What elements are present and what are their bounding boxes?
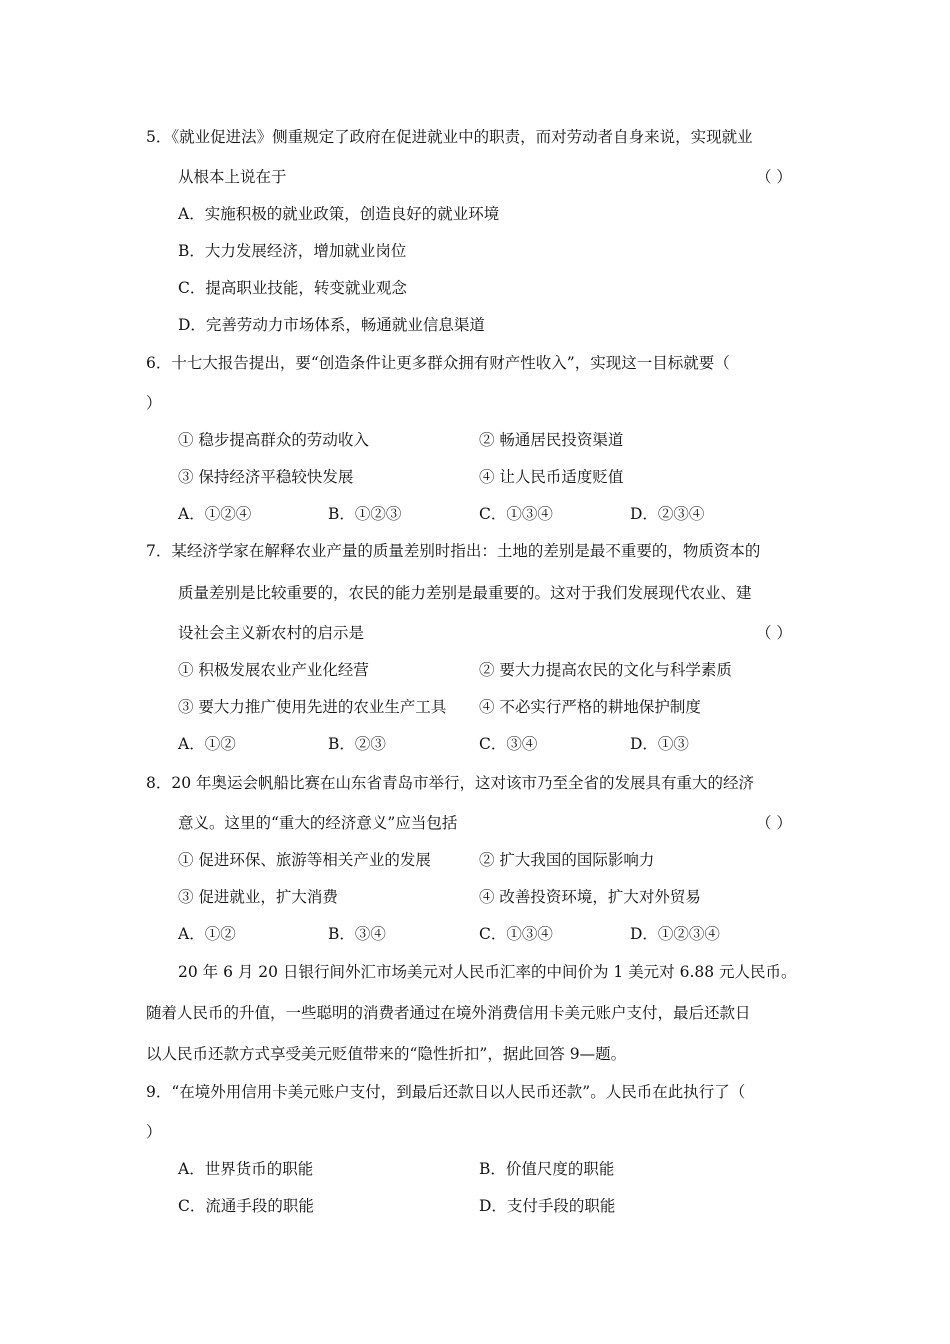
q8-item-2: ② 扩大我国的国际影响力 — [479, 851, 655, 869]
q5-option-b: B．大力发展经济，增加就业岗位 — [178, 242, 407, 260]
q8-stem-line-1: 8．20 年奥运会帆船比赛在山东省青岛市举行，这对该市乃至全省的发展具有重大的经济 — [146, 774, 755, 792]
q7-answer-c: C．③④ — [479, 735, 538, 753]
q6-stem-line-2: ） — [146, 394, 162, 412]
q9-option-a: A．世界货币的职能 — [178, 1160, 314, 1178]
q7-stem-line-2: 质量差别是比较重要的，农民的能力差别是最重要的。这对于我们发展现代农业、建 — [178, 584, 752, 602]
q7-item-3: ③ 要大力推广使用先进的农业生产工具 — [178, 698, 447, 716]
q6-item-2: ② 畅通居民投资渠道 — [479, 431, 624, 449]
q8-item-4: ④ 改善投资环境，扩大对外贸易 — [479, 888, 701, 906]
passage-line-3: 以人民币还款方式享受美元贬值带来的“隐性折扣”，据此回答 9—题。 — [146, 1045, 627, 1063]
q9-stem-line-1: 9．“在境外用信用卡美元账户支付，到最后还款日以人民币还款”。人民币在此执行了（ — [146, 1083, 746, 1101]
q9-option-d: D．支付手段的职能 — [479, 1197, 616, 1215]
q5-option-d: D．完善劳动力市场体系，畅通就业信息渠道 — [178, 316, 485, 334]
q9-stem-line-2: ） — [146, 1123, 162, 1141]
q8-answer-c: C．①③④ — [479, 925, 553, 943]
q7-stem-line-1: 7．某经济学家在解释农业产量的质量差别时指出：土地的差别是最不重要的，物质资本的 — [146, 542, 761, 560]
q8-answer-b: B．③④ — [328, 925, 386, 943]
q8-answer-blank: （ ） — [756, 814, 792, 832]
q6-stem-line-1: 6．十七大报告提出，要“创造条件让更多群众拥有财产性收入”，实现这一目标就要（ — [146, 354, 730, 372]
q7-item-1: ① 积极发展农业产业化经营 — [178, 661, 369, 679]
q5-option-a: A．实施积极的就业政策，创造良好的就业环境 — [178, 205, 500, 223]
q5-stem-line-2: 从根本上说在于 — [178, 168, 287, 186]
q6-answer-a: A．①②④ — [178, 505, 252, 523]
q7-answer-a: A．①② — [178, 735, 236, 753]
q8-answer-d: D．①②③④ — [630, 925, 720, 943]
q6-item-1: ① 稳步提高群众的劳动收入 — [178, 431, 369, 449]
q5-option-c: C．提高职业技能，转变就业观念 — [178, 279, 407, 297]
q6-answer-c: C．①③④ — [479, 505, 553, 523]
q9-option-b: B．价值尺度的职能 — [479, 1160, 615, 1178]
q6-item-3: ③ 保持经济平稳较快发展 — [178, 468, 354, 486]
passage-line-1: 20 年 6 月 20 日银行间外汇市场美元对人民币汇率的中间价为 1 美元对 6.88 元人民币。 — [178, 963, 797, 981]
q7-item-2: ② 要大力提高农民的文化与科学素质 — [479, 661, 732, 679]
q5-stem-line-1: 5．《就业促进法》侧重规定了政府在促进就业中的职责，而对劳动者自身来说，实现就业 — [146, 128, 753, 146]
q6-item-4: ④ 让人民币适度贬值 — [479, 468, 624, 486]
q9-option-c: C．流通手段的职能 — [178, 1197, 314, 1215]
q7-answer-b: B．②③ — [328, 735, 386, 753]
q5-answer-blank: （ ） — [756, 168, 792, 186]
q8-item-3: ③ 促进就业，扩大消费 — [178, 888, 338, 906]
q7-answer-blank: （ ） — [756, 624, 792, 642]
q7-stem-line-3: 设社会主义新农村的启示是 — [178, 624, 365, 642]
q8-stem-line-2: 意义。这里的“重大的经济意义”应当包括 — [178, 814, 458, 832]
q6-answer-b: B．①②③ — [328, 505, 402, 523]
q7-answer-d: D．①③ — [630, 735, 689, 753]
passage-line-2: 随着人民币的升值，一些聪明的消费者通过在境外消费信用卡美元账户支付，最后还款日 — [146, 1004, 751, 1022]
q7-item-4: ④ 不必实行严格的耕地保护制度 — [479, 698, 701, 716]
q8-item-1: ① 促进环保、旅游等相关产业的发展 — [178, 851, 431, 869]
q6-answer-d: D．②③④ — [630, 505, 705, 523]
q8-answer-a: A．①② — [178, 925, 236, 943]
